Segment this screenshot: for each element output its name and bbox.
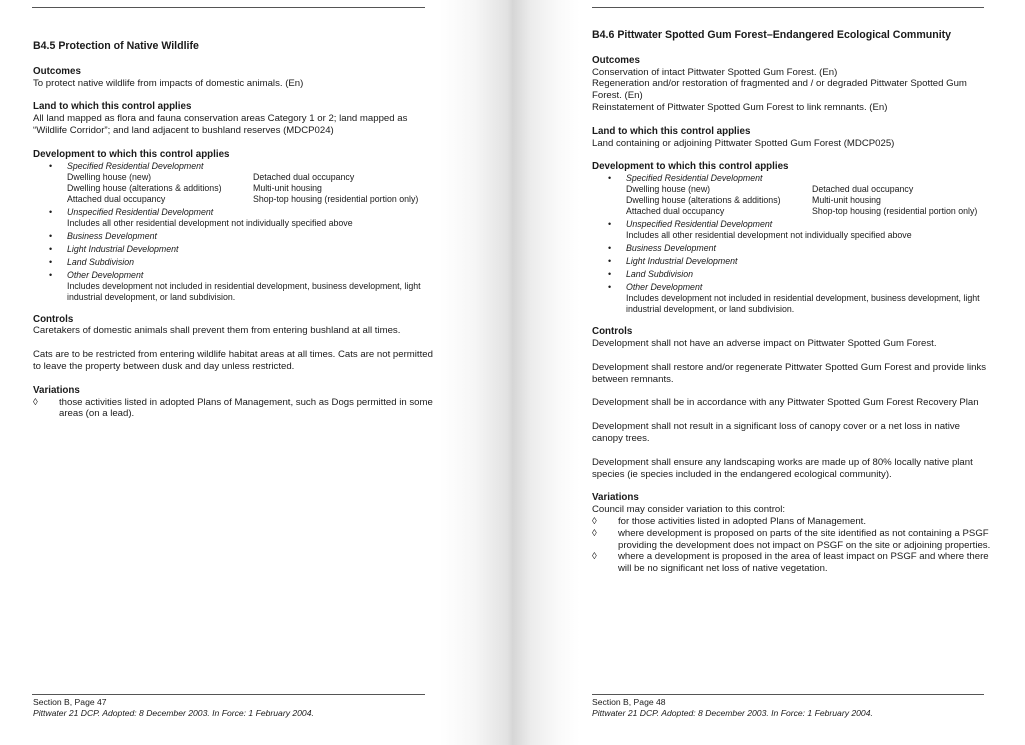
bullet-icon: • <box>608 256 612 267</box>
variation-item: ◊ those activities listed in adopted Plans of Management, such as Dogs permitted in some areas (on a lead). <box>33 396 433 420</box>
list-item: • Specified Residential Development Dwelling house (new) Detached dual occupancy Dwelling house (alterations & additions) Multi-unit housing Attached dual occupancy Shop-top housing (residential portion only) <box>33 161 433 205</box>
development-heading: Development to which this control applies <box>592 161 789 173</box>
page-47-content <box>33 41 433 420</box>
control-text: Development shall not have an adverse impact on Pittwater Spotted Gum Forest. <box>592 337 937 349</box>
list-item: • Business Development <box>49 230 157 241</box>
bullet-icon: • <box>49 160 53 171</box>
variation-item: ◊ where a development is proposed in the area of least impact on PSGF and where there will be no significant net loss of native vegetation. <box>592 551 989 575</box>
diamond-bullet-icon: ◊ <box>33 396 38 408</box>
bullet-icon: • <box>49 206 53 217</box>
specified-types-table: Dwelling house (new) Detached dual occupancy Dwelling house (alterations & additions) Multi-unit housing Attached dual occupancy Shop-top housing (residential portion only) <box>626 184 978 217</box>
variation-item: ◊ for those activities listed in adopted Plans of Management. <box>592 515 866 527</box>
bullet-icon: • <box>49 243 53 254</box>
bullet-icon: • <box>608 219 612 230</box>
variations-intro: Council may consider variation to this control: <box>592 504 786 516</box>
bullet-icon: • <box>608 269 612 280</box>
section-title: B4.6 Pittwater Spotted Gum Forest–Endangered Ecological Community <box>592 29 952 41</box>
diamond-bullet-icon: ◊ <box>592 527 597 539</box>
page-number: Section B, Page 48 <box>592 697 666 707</box>
controls-heading: Controls <box>592 326 633 338</box>
variation-item: ◊ where development is proposed on parts of the site identified as not containing a PSGF providing the development does not impact on PSGF on the site or adjoining properties. <box>592 527 991 551</box>
specified-types-table: Dwelling house (new) Detached dual occupancy Dwelling house (alterations & additions) Multi-unit housing Attached dual occupancy Shop-top housing (residential portion only) <box>67 171 419 204</box>
outcome-text: Regeneration and/or restoration of fragmented and / or degraded Pittwater Spotted Gum Forest. (En) <box>592 78 967 102</box>
page-number: Section B, Page 47 <box>33 697 107 707</box>
bullet-icon: • <box>49 256 53 267</box>
page-47 <box>0 0 470 745</box>
list-item: • Unspecified Residential Development Includes all other residential development not individually specified above <box>49 206 353 228</box>
bullet-icon: • <box>49 269 53 280</box>
diamond-bullet-icon: ◊ <box>592 551 597 563</box>
control-text: Development shall not result in a significant loss of canopy cover or a net loss in native canopy trees. <box>592 421 960 444</box>
page-48-content <box>592 30 992 575</box>
header-rule <box>32 7 425 8</box>
outcomes-heading: Outcomes <box>33 65 81 77</box>
outcome-text: Reinstatement of Pittwater Spotted Gum Forest to link remnants. (En) <box>592 101 888 113</box>
footer-rule <box>32 694 425 695</box>
page-48 <box>560 0 1025 745</box>
control-text: Development shall restore and/or regenerate Pittwater Spotted Gum Forest and provide links between remnants. <box>592 361 987 385</box>
list-item: • Specified Residential Development Dwelling house (new) Detached dual occupancy Dwelling house (alterations & additions) Multi-unit housing Attached dual occupancy Shop-top housing (residential portion only) <box>592 173 992 217</box>
control-text: Cats are to be restricted from entering wildlife habitat areas at all times. Cats are not permitted to leave the property between dusk and day unless restricted. <box>33 349 433 372</box>
variations-heading: Variations <box>592 492 639 504</box>
outcome-text: To protect native wildlife from impacts of domestic animals. (En) <box>33 77 304 89</box>
control-text: Caretakers of domestic animals shall prevent them from entering bushland at all times. <box>33 325 401 337</box>
development-list <box>33 161 433 303</box>
controls-heading: Controls <box>33 313 74 325</box>
list-item: • Business Development <box>608 243 716 254</box>
document-info: Pittwater 21 DCP. Adopted: 8 December 2003. In Force: 1 February 2004. <box>33 708 314 718</box>
development-heading: Development to which this control applies <box>33 148 230 160</box>
control-text: Development shall ensure any landscaping works are made up of 80% locally native plant species (ie species included in the endangered ecological community). <box>592 456 973 480</box>
land-heading: Land to which this control applies <box>33 101 192 113</box>
land-text: Land containing or adjoining Pittwater Spotted Gum Forest (MDCP025) <box>592 137 895 149</box>
header-rule <box>592 7 984 8</box>
land-heading: Land to which this control applies <box>592 125 751 137</box>
list-item: • Light Industrial Development <box>608 256 738 267</box>
list-item: • Other Development Includes development not included in residential development, business development, light industrial development, or land subdivision. <box>608 282 980 315</box>
bullet-icon: • <box>608 282 612 293</box>
diamond-bullet-icon: ◊ <box>592 515 597 527</box>
page-footer <box>33 697 314 719</box>
outcome-text: Conservation of intact Pittwater Spotted Gum Forest. (En) <box>592 66 838 78</box>
bullet-icon: • <box>608 243 612 254</box>
land-text: All land mapped as flora and fauna conservation areas Category 1 or 2; land mapped as “Wildlife Corridor”; and land adjacent to bushland reserves (MDCP024) <box>33 113 408 136</box>
outcomes-heading: Outcomes <box>592 54 640 66</box>
page-footer <box>592 697 873 719</box>
list-item: • Land Subdivision <box>49 256 135 267</box>
variations-heading: Variations <box>33 384 80 396</box>
footer-rule <box>592 694 984 695</box>
bullet-icon: • <box>49 230 53 241</box>
document-info: Pittwater 21 DCP. Adopted: 8 December 2003. In Force: 1 February 2004. <box>592 708 873 718</box>
development-list <box>592 173 992 315</box>
control-text: Development shall be in accordance with any Pittwater Spotted Gum Forest Recovery Plan <box>592 397 979 409</box>
bullet-icon: • <box>608 173 612 184</box>
list-item: • Unspecified Residential Development Includes all other residential development not individually specified above <box>608 219 912 241</box>
list-item: • Other Development Includes development not included in residential development, business development, light industrial development, or land subdivision. <box>49 269 421 302</box>
list-item: • Light Industrial Development <box>49 243 179 254</box>
list-item: • Land Subdivision <box>608 269 694 280</box>
section-title: B4.5 Protection of Native Wildlife <box>33 40 199 52</box>
